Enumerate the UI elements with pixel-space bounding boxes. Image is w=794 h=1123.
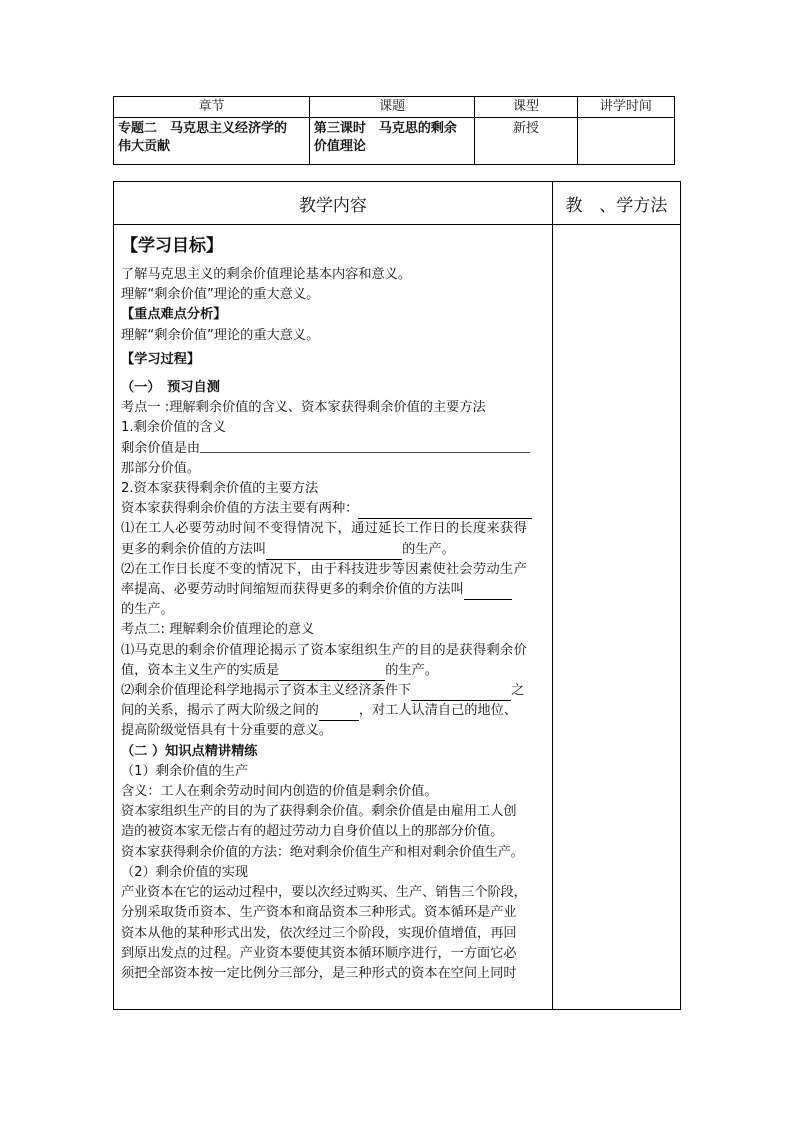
m2-line-1: ⑵在工作日长度不变的情况下，由于科技进步等因素使社会劳动生产 (121, 561, 528, 577)
kd2-1-suffix: 的生产。 (385, 662, 438, 678)
header-type-label: 课型 (475, 97, 577, 118)
m2-text: 率提高、必要劳动时间缩短而获得更多的剩余价值的方法叫 (121, 582, 464, 598)
lesson-info-table (113, 96, 675, 165)
kd2-2-prefix: ⑵剩余价值理论科学地揭示了资本主义经济条件下 (121, 683, 412, 699)
header-time-label: 讲学时间 (577, 97, 674, 118)
goal-2: 理解“剩余价值”理论的重大意义。 (121, 287, 320, 303)
teaching-content-body (114, 225, 553, 1010)
type-value: 新授 (475, 118, 577, 165)
chapter-value (114, 118, 310, 165)
answer-blank[interactable] (279, 666, 385, 681)
answer-blank[interactable] (358, 504, 532, 519)
time-value (577, 118, 674, 165)
part1-heading: （一） 预习自测 (121, 380, 220, 396)
kd1-sub2: 2.资本家获得剩余价值的主要方法 (121, 481, 319, 497)
teaching-method-body (552, 225, 680, 1010)
answer-blank[interactable] (411, 686, 511, 701)
kd1-sub2-line (121, 499, 546, 519)
keypoint-1: 理解“剩余价值”理论的重大意义。 (121, 327, 320, 343)
answer-blank[interactable] (266, 545, 402, 560)
s1-line-3: 造的被资本家无偿占有的超过劳动力自身价值以上的那部分价值。 (121, 824, 504, 840)
topic-line-2: 价值理论 (313, 139, 366, 154)
header-chapter-label: 章节 (114, 97, 310, 118)
s1-line-1: 含义：工人在剩余劳动时间内创造的价值是剩余价值。 (121, 784, 438, 800)
header-topic-label: 课题 (309, 97, 474, 118)
kd2-1-line-1: ⑴马克思的剩余价值理论揭示了资本家组织生产的目的是获得剩余价 (121, 642, 528, 658)
m1-suffix: 的生产。 (402, 541, 455, 557)
kd1-sub1-line (121, 439, 546, 459)
kd1-sub1: 1.剩余价值的含义 (121, 420, 226, 436)
s1-line-2: 资本家组织生产的目的为了获得剩余价值。剩余价值是由雇用工人创 (121, 804, 517, 820)
kd2-title: 考点二: 理解剩余价值理论的意义 (121, 622, 315, 638)
m2-line-3: 的生产。 (121, 602, 174, 618)
answer-blank-dashed[interactable] (200, 443, 530, 453)
answer-blank[interactable] (319, 706, 359, 721)
method-column-header: 教 、学方法 (552, 182, 680, 225)
s2-line-1: 产业资本在它的运动过程中，要以次经过购买、生产、销售三个阶段， (121, 885, 527, 901)
s1-line-4: 资本家获得剩余价值的方法：绝对剩余价值生产和相对剩余价值生产。 (121, 844, 524, 860)
kd2-2-line2-prefix: 间的关系，揭示了两大阶级之间的 (121, 703, 319, 719)
topic-value (309, 118, 474, 165)
topic-line-1: 第三课时 马克思的剩余 (313, 121, 457, 136)
goal-1: 了解马克思主义的剩余价值理论基本内容和意义。 (121, 267, 412, 282)
s2-line-3: 资本从他的某种形式出发，依次经过三个阶段，实现价值增值，再回 (121, 925, 517, 941)
kd1-sub1-end: 那部分价值。 (121, 460, 201, 476)
kd2-2-line-2 (121, 701, 546, 721)
answer-blank[interactable] (464, 585, 512, 600)
m1-line-2 (121, 540, 546, 560)
part2-heading: （二 ）知识点精讲精练 (121, 743, 258, 759)
s2-title: （2）剩余价值的实现 (121, 864, 249, 880)
kd2-2-line-3: 提高阶级觉悟具有十分重要的意义。 (121, 723, 332, 739)
kd2-2-suffix: 之 (511, 683, 525, 699)
s1-title: （1）剩余价值的生产 (121, 763, 249, 779)
process-heading: 【学习过程】 (121, 351, 201, 367)
m1-prefix: 更多的剩余价值的方法叫 (121, 541, 267, 557)
kd2-1-prefix: 值，资本主义生产的实质是 (121, 662, 280, 678)
kd2-2-line2-suffix: ，对工人认清自己的地位、 (358, 703, 518, 719)
s2-line-2: 分别采取货币资本、生产资本和商品资本三种形式。资本循环是产业 (121, 905, 517, 921)
chapter-line-1: 专题二 马克思主义经济学的 (118, 121, 288, 136)
s2-line-5: 须把全部资本按一定比例分三部分，是三种形式的资本在空间上同时 (121, 965, 517, 981)
kd1-sub1-prefix: 剩余价值是由 (121, 440, 201, 456)
kd1-sub2-text: 资本家获得剩余价值的方法主要有两种： (121, 501, 359, 517)
content-column-header: 教学内容 (114, 182, 553, 225)
goals-heading: 【学习目标】 (121, 236, 223, 256)
kd2-2-line-1 (121, 681, 546, 701)
teaching-content-table (113, 181, 681, 1010)
m1-line-1: ⑴在工人必要劳动时间不变得情况下，通过延长工作日的长度来获得 (121, 521, 528, 537)
kd1-title: 考点一 :理解剩余价值的含义、资本家获得剩余价值的主要方法 (121, 400, 486, 416)
kd2-1-line-2 (121, 661, 546, 681)
keypoints-heading: 【重点难点分析】 (121, 307, 227, 323)
m2-line-2 (121, 580, 546, 600)
s2-line-4: 到原出发点的过程。产业资本要使其资本循环顺序进行，一方面它必 (121, 945, 517, 961)
chapter-line-2: 伟大贡献 (118, 139, 171, 154)
